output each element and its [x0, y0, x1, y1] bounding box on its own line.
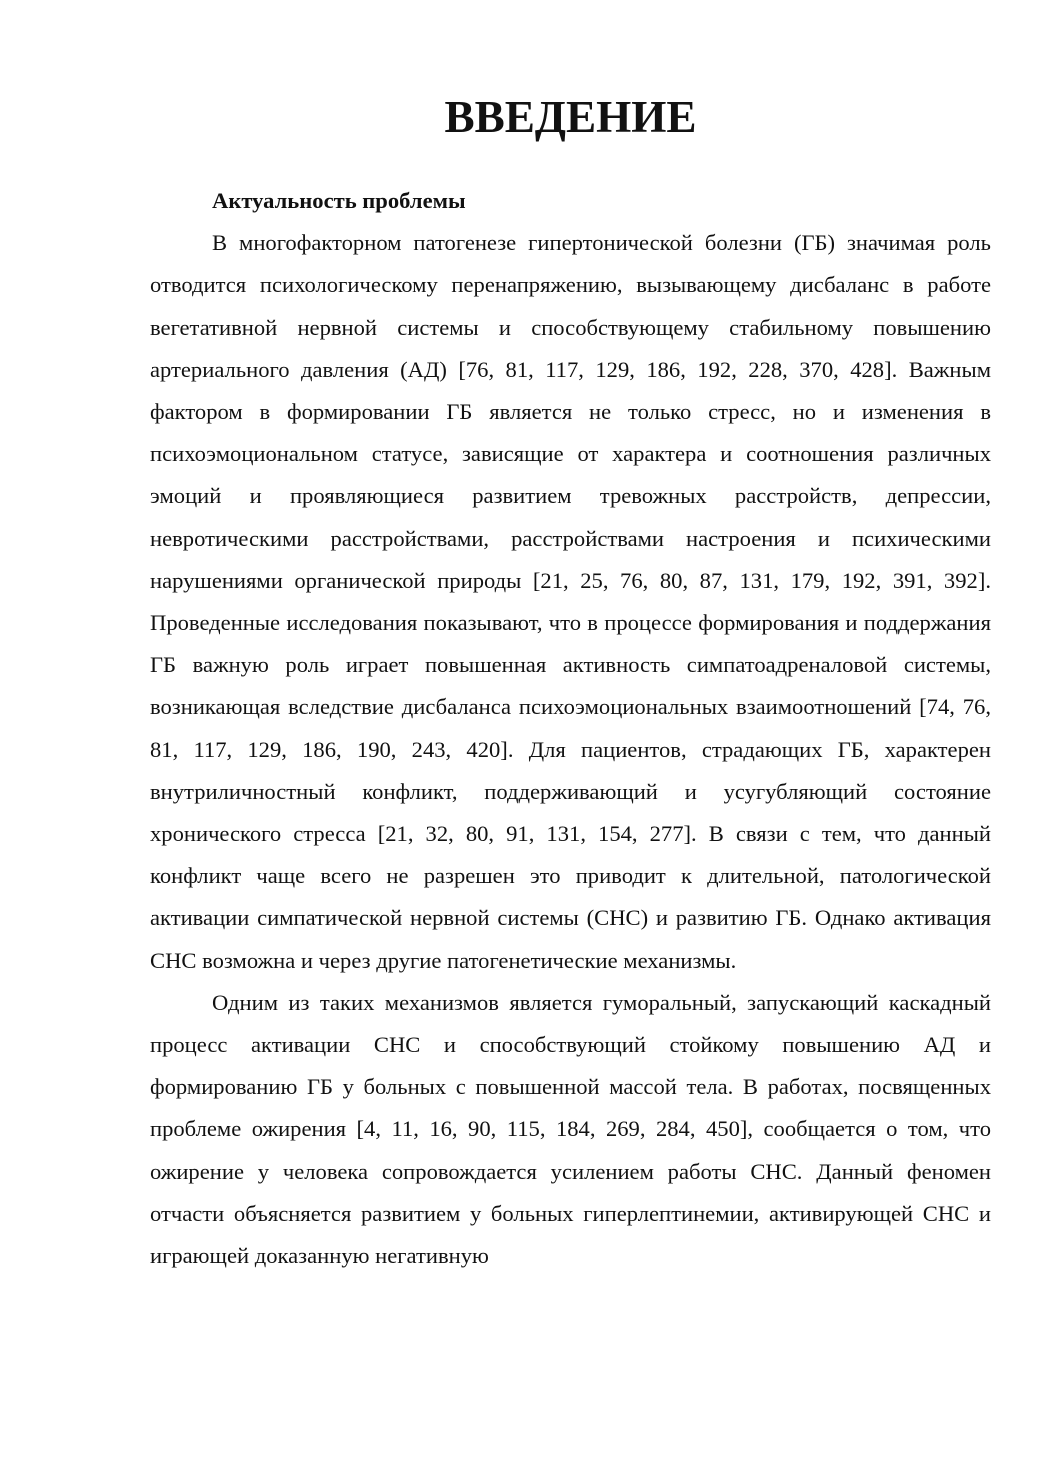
document-title: ВВЕДЕНИЕ: [444, 92, 697, 142]
document-page: [150, 92, 991, 1277]
paragraph-2: Одним из таких механизмов является гуморальный, запускающий каскадный процесс активации СНС и способствующий стойкому повышению АД и формированию ГБ у больных с повышенной массой тела. В работах, посвященных проблеме ожирения [4, 11, 16, 90, 115, 184, 269, 284, 450], сообщается о том, что ожирение у человека сопровождается усилением работы СНС. Данный феномен отчасти объясняется развитием у больных гиперлептинемии, активирующей СНС и играющей доказанную негативную: [150, 989, 991, 1269]
paragraph-1: В многофакторном патогенезе гипертонической болезни (ГБ) значимая роль отводится психологическому перенапряжению, вызывающему дисбаланс в работе вегетативной нервной системы и способствующему стабильному повышению артериального давления (АД) [76, 81, 117, 129, 186, 192, 228, 370, 428]. Важным фактором в формировании ГБ является не только стресс, но и изменения в психоэмоциональном статусе, зависящие от характера и соотношения различных эмоций и проявляющиеся развитием тревожных расстройств, депрессии, невротическими расстройствами, расстройствами настроения и психическими нарушениями органической природы [21, 25, 76, 80, 87, 131, 179, 192, 391, 392]. Проведенные исследования показывают, что в процессе формирования и поддержания ГБ важную роль играет повышенная активность симпатоадреналовой системы, возникающая вследствие дисбаланса психоэмоциональных взаимоотношений [74, 76, 81, 117, 129, 186, 190, 243, 420]. Для пациентов, страдающих ГБ, характерен внутриличностный конфликт, поддерживающий и усугубляющий состояние хронического стресса [21, 32, 80, 91, 131, 154, 277]. В связи с тем, что данный конфликт чаще всего не разрешен это приводит к длительной, патологической активации симпатической нервной системы (СНС) и развитию ГБ. Однако активация СНС возможна и через другие патогенетические механизмы.: [150, 230, 991, 973]
section-heading: Актуальность проблемы: [212, 188, 466, 213]
